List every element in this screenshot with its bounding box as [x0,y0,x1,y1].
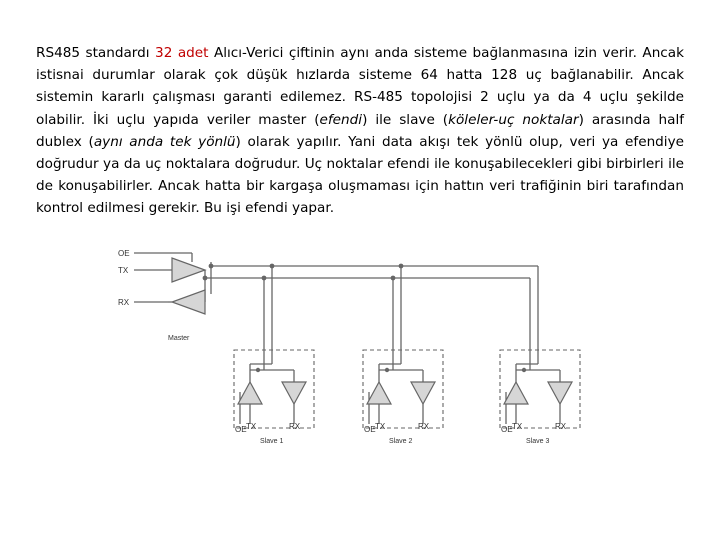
text-span: ) arasında half dublex ( [36,111,685,150]
master-pin-oe: OE [118,249,130,258]
rs485-diagram [110,232,590,452]
slave-3-driver [504,382,528,404]
slave-buffers [238,382,572,404]
text-span: Alıcı-Verici çiftinin aynı anda sisteme bağlanmasına izin verir. Ancak istisnai durumlar olarak çok düşük hızlarda sisteme 64 hatta 128 uç bağlanabilir. Ancak sistemin kararlı çalışması garanti edilemez. RS-485 topolojisi 2 uçlu ya da 4 uçlu şekilde olabilir. İki uçlu yapıda veriler master ( [36,45,684,128]
slave-3-pin-rx: RX [555,422,567,431]
text-span: ) ile slave ( [362,111,449,128]
slave-2-driver [367,382,391,404]
italic-tek-yonlu: aynı anda tek yönlü [93,133,236,150]
text-span: RS485 standardı [36,45,156,61]
slave-1-pin-rx: RX [289,422,301,431]
slave-3-pin-oe: OE [501,425,513,434]
master-driver [172,258,205,282]
italic-koleler: köleler-uç noktalar [448,111,579,128]
rs485-diagram-svg [110,232,590,452]
slave-2-label: Slave 2 [389,438,413,445]
slave-2-receiver [411,382,435,404]
master-pin-rx: RX [118,298,130,307]
master-receiver [172,290,205,314]
slave-1-receiver [282,382,306,404]
master-buffers [172,258,205,314]
slave-2-pin-oe: OE [364,425,376,434]
body-paragraph [36,42,684,220]
slave-1-label: Slave 1 [260,438,284,445]
slave-3-label: Slave 3 [526,438,550,445]
master-pin-tx: TX [118,266,129,275]
master-label: Master [168,335,190,342]
highlight-32-adet: 32 adet [155,45,209,61]
slave-1-pin-tx: TX [246,422,257,431]
slave-3-receiver [548,382,572,404]
paragraph-text [36,42,684,220]
slave-2-pin-rx: RX [418,422,430,431]
slave-2-pin-tx: TX [375,422,386,431]
slave-1-driver [238,382,262,404]
wires [134,253,560,424]
text-span: ) olarak yapılır. Yani data akışı tek yönlü olup, veri ya efendiye doğrudur ya da uç noktalara doğrudur. Uç noktalar efendi ile konuşabilecekleri gibi birbirleri ile de konuşabilirler. Ancak hatta bir kargaşa oluşmaması için hattın veri trafiğinin biri tarafından kontrol edilmesi gerekir. Bu işi efendi yapar. [36,133,684,217]
junction-dots [203,264,527,373]
italic-efendi: efendi [319,111,363,128]
slave-3-pin-tx: TX [512,422,523,431]
slave-1-pin-oe: OE [235,425,247,434]
